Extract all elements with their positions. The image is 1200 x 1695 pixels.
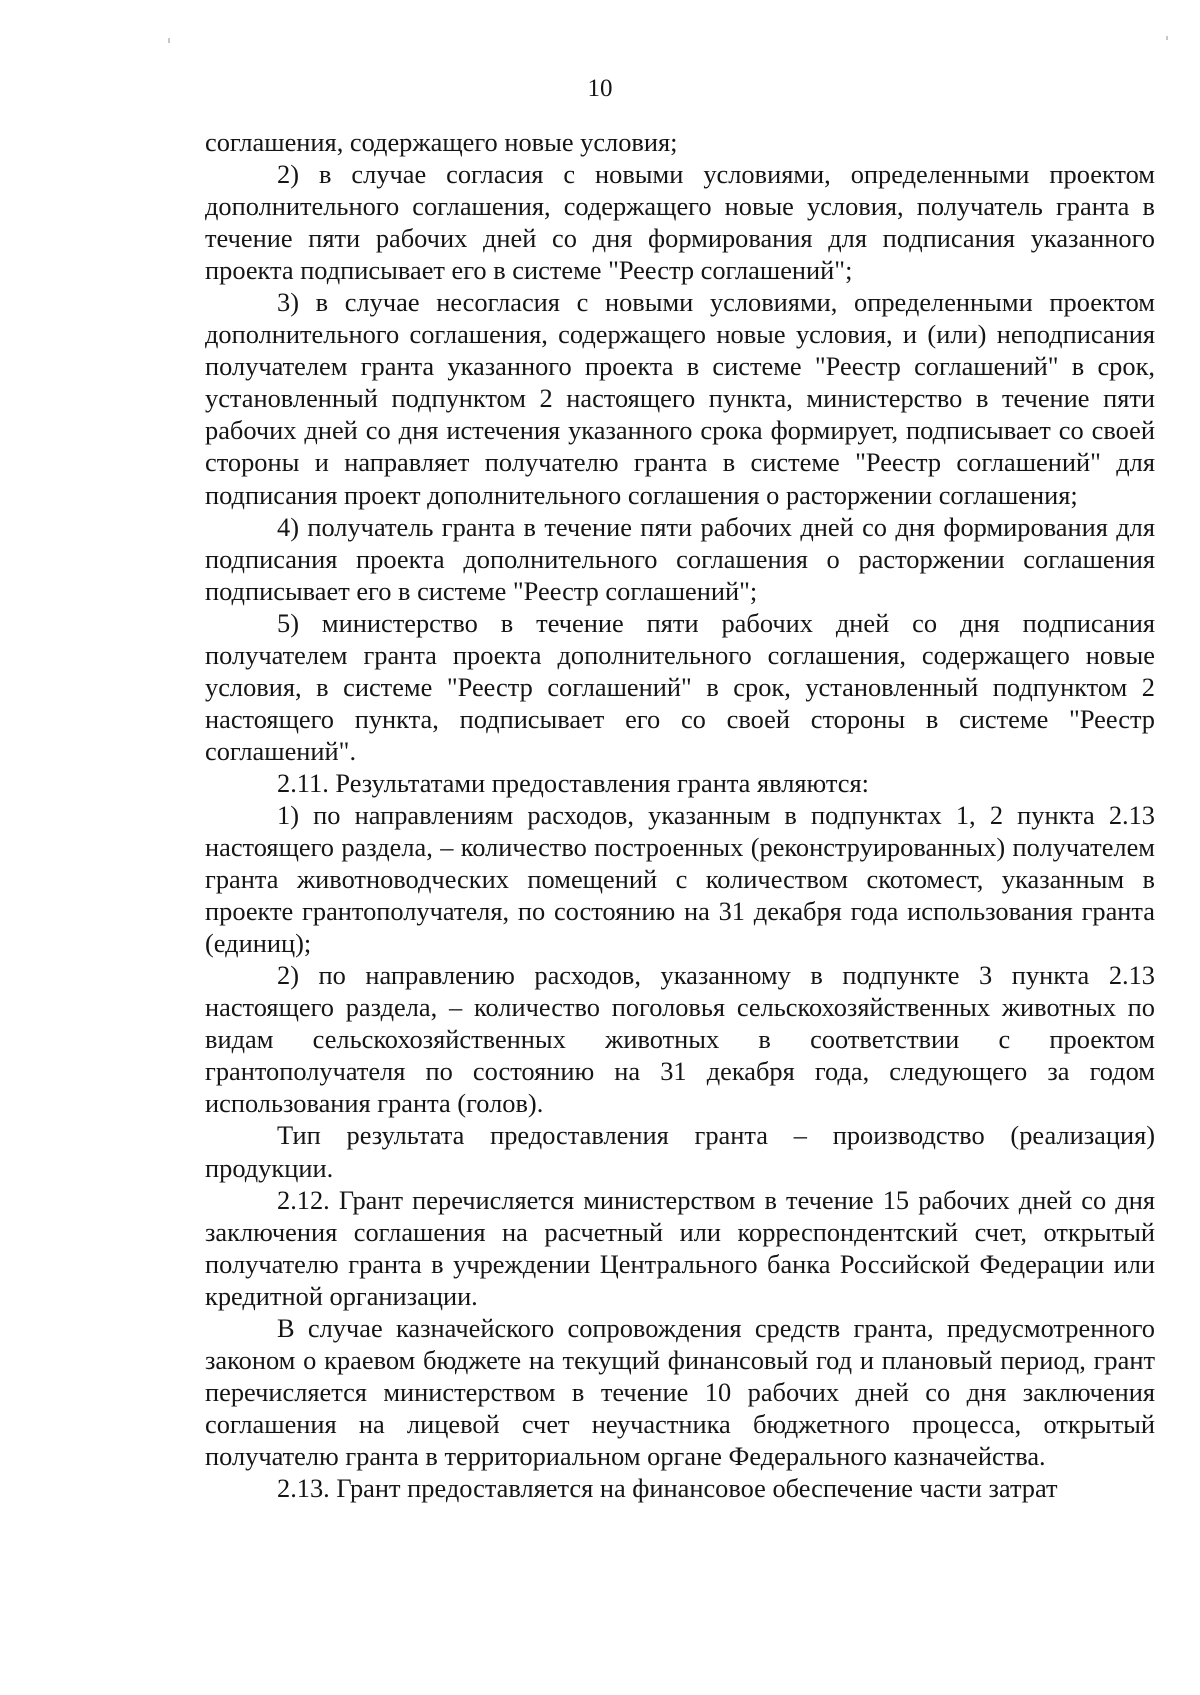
page-number: 10 bbox=[587, 75, 613, 102]
paragraph: 1) по направлениям расходов, указанным в подпунктах 1, 2 пункта 2.13 настоящего раздела, – количество построенных (реконструированных) получателем гранта животноводческих помещений с количеством скотомест, указанным в проекте грантополучателя, по состоянию на 31 декабря года использования гранта (единиц); bbox=[205, 799, 1155, 959]
paragraph: соглашения, содержащего новые условия; bbox=[205, 127, 678, 157]
paragraph: 4) получатель гранта в течение пяти рабочих дней со дня формирования для подписания проекта дополнительного соглашения о расторжении соглашения подписывает его в системе "Реестр соглашений"; bbox=[205, 511, 1155, 606]
paragraph: 2.12. Грант перечисляется министерством в течение 15 рабочих дней со дня заключения соглашения на расчетный или корреспондентский счет, открытый получателю гранта в учреждении Центрального банка Российской Федерации или кредитной организации. bbox=[205, 1184, 1155, 1311]
paragraph: Тип результата предоставления гранта – производство (реализация) продукции. bbox=[205, 1120, 1155, 1183]
scan-artifact-mark bbox=[1166, 36, 1168, 40]
paragraph: 3) в случае несогласия с новыми условиями, определенными проектом дополнительного соглашения, содержащего новые условия, и (или) неподписания получателем гранта указанного проекта в системе "Реестр соглашений" в срок, установленный подпунктом 2 настоящего пункта, министерство в течение пяти рабочих дней со дня истечения указанного срока формирует, подписывает со своей стороны и направляет получателю гранта в системе "Реестр соглашений" для подписания проект дополнительного соглашения о расторжении соглашения; bbox=[205, 287, 1155, 510]
paragraph: 2) по направлению расходов, указанному в подпункте 3 пункта 2.13 настоящего раздела, – количество поголовья сельскохозяйственных животных по видам сельскохозяйственных животных в соответствии с проектом грантополучателя по состоянию на 31 декабря года, следующего за годом использования гранта (голов). bbox=[205, 960, 1155, 1119]
paragraph: 2.11. Результатами предоставления гранта являются: bbox=[277, 767, 869, 798]
paragraph: 5) министерство в течение пяти рабочих дней со дня подписания получателем гранта проекта дополнительного соглашения, содержащего новые условия, в системе "Реестр соглашений" в срок, установленный подпунктом 2 настоящего пункта, подписывает его со своей стороны в системе "Реестр соглашений". bbox=[205, 607, 1155, 766]
paragraph: 2.13. Грант предоставляется на финансовое обеспечение части затрат bbox=[277, 1472, 1058, 1503]
paragraph: В случае казначейского сопровождения средств гранта, предусмотренного законом о краевом бюджете на текущий финансовый год и плановый период, грант перечисляется министерством в течение 10 рабочих дней со дня заключения соглашения на лицевой счет неучастника бюджетного процесса, открытый получателю гранта в территориальном органе Федерального казначейства. bbox=[205, 1312, 1155, 1471]
document-body bbox=[205, 126, 1155, 1504]
paragraph: 2) в случае согласия с новыми условиями, определенными проектом дополнительного соглашения, содержащего новые условия, получатель гранта в течение пяти рабочих дней со дня формирования для подписания указанного проекта подписывает его в системе "Реестр соглашений"; bbox=[205, 159, 1155, 286]
scan-artifact-mark bbox=[168, 38, 170, 43]
